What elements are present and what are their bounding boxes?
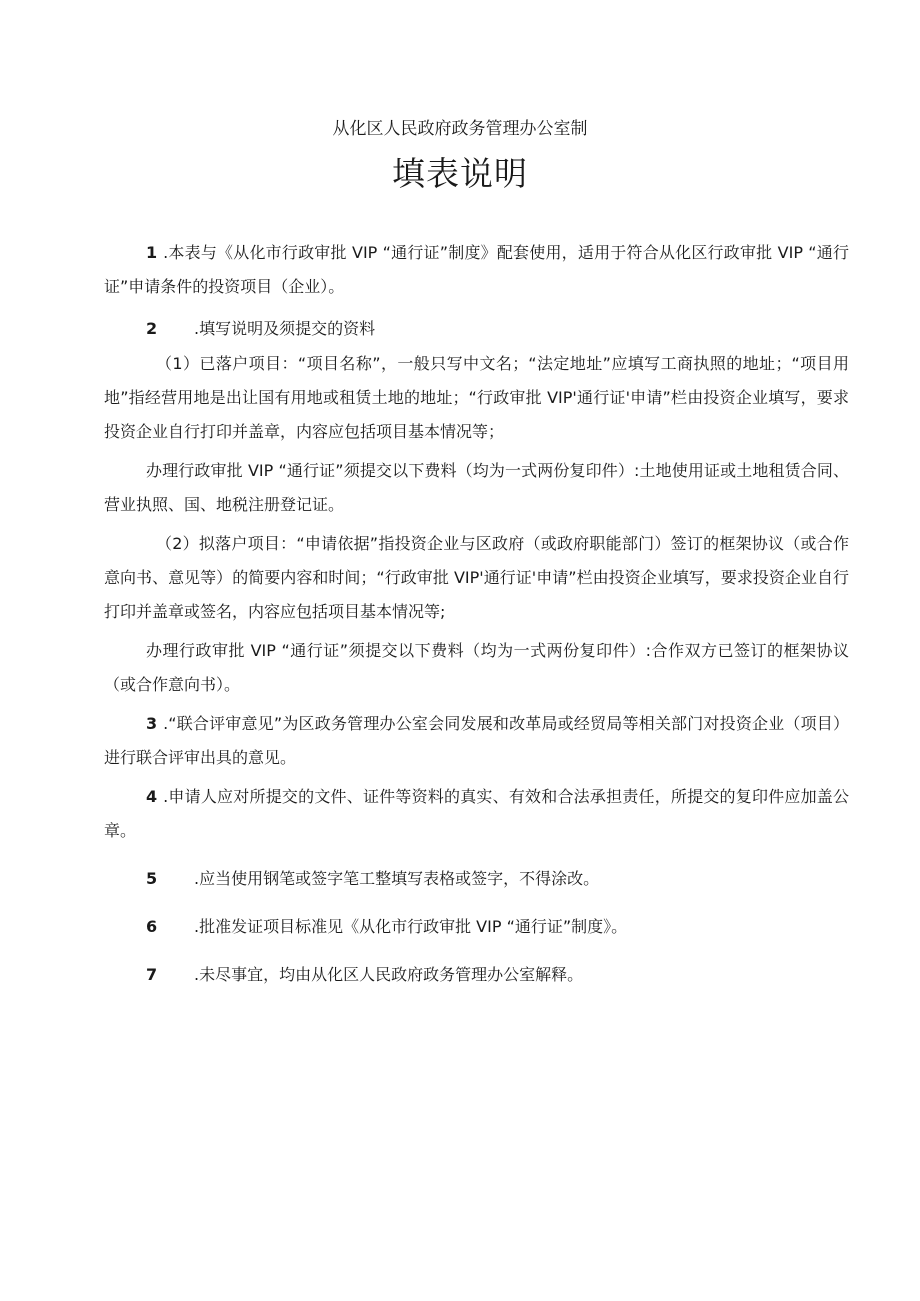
item-4-number: 4 [146,787,158,806]
instructions-body [104,236,849,992]
item-2-text: .填写说明及须提交的资料 [194,319,376,338]
item-1 [104,236,849,304]
item-4 [104,780,849,848]
item-5 [104,862,849,896]
item-2-1 [104,347,849,449]
item-5-text: .应当使用钢笔或签字笔工整填写表格或签字，不得涂改。 [194,869,600,888]
item-2-2-docs-text: 办理行政审批 VIP “通行证”须提交以下费料（均为一式两份复印件）:合作双方已签订的框架协议（或合作意向书）。 [104,641,849,694]
item-2 [104,312,849,346]
item-7-text: .未尽事宜，均由从化区人民政府政务管理办公室解释。 [194,965,584,984]
item-7 [104,958,849,992]
item-2-number: 2 [146,319,158,338]
item-1-number: 1 [146,243,158,262]
item-2-2-docs [104,634,849,702]
item-3 [104,707,849,775]
item-5-number: 5 [146,869,158,888]
item-2-1-text: （1）已落户项目：“项目名称”，一般只写中文名；“法定地址”应填写工商执照的地址；“项目用地”指经营用地是出让国有用地或租赁土地的地址；“行政审批 VIP'通行证'申请”栏由投资企业填写，要求投资企业自行打印并盖章，内容应包括项目基本情况等； [104,354,849,441]
item-6-number: 6 [146,917,158,936]
item-2-1-docs-text: 办理行政审批 VIP “通行证”须提交以下费料（均为一式两份复印件）:土地使用证或土地租赁合同、营业执照、国、地税注册登记证。 [104,461,849,514]
item-2-1-docs [104,454,849,522]
item-7-number: 7 [146,965,158,984]
item-4-text: .申请人应对所提交的文件、证件等资料的真实、有效和合法承担责任，所提交的复印件应加盖公章。 [104,787,849,840]
item-6-text: .批准发证项目标准见《从化市行政审批 VIP “通行证”制度》。 [194,917,628,936]
issuer-line: 从化区人民政府政务管理办公室制 [332,119,588,139]
item-1-text: .本表与《从化市行政审批 VIP “通行证”制度》配套使用，适用于符合从化区行政审批 VIP “通行证”申请条件的投资项目（企业）。 [104,243,849,296]
document-title: 填表说明 [392,154,528,193]
item-3-text: .“联合评审意见”为区政务管理办公室会同发展和改革局或经贸局等相关部门对投资企业（项目）进行联合评审出具的意见。 [104,714,849,767]
item-2-2 [104,527,849,629]
item-2-2-text: （2）拟落户项目：“申请依据”指投资企业与区政府（或政府职能部门）签订的框架协议（或合作意向书、意见等）的简要内容和时间；“行政审批 VIP'通行证'申请”栏由投资企业填写，要求投资企业自行打印并盖章或签名，内容应包括项目基本情况等; [104,534,849,621]
item-3-number: 3 [146,714,158,733]
item-6 [104,910,849,944]
